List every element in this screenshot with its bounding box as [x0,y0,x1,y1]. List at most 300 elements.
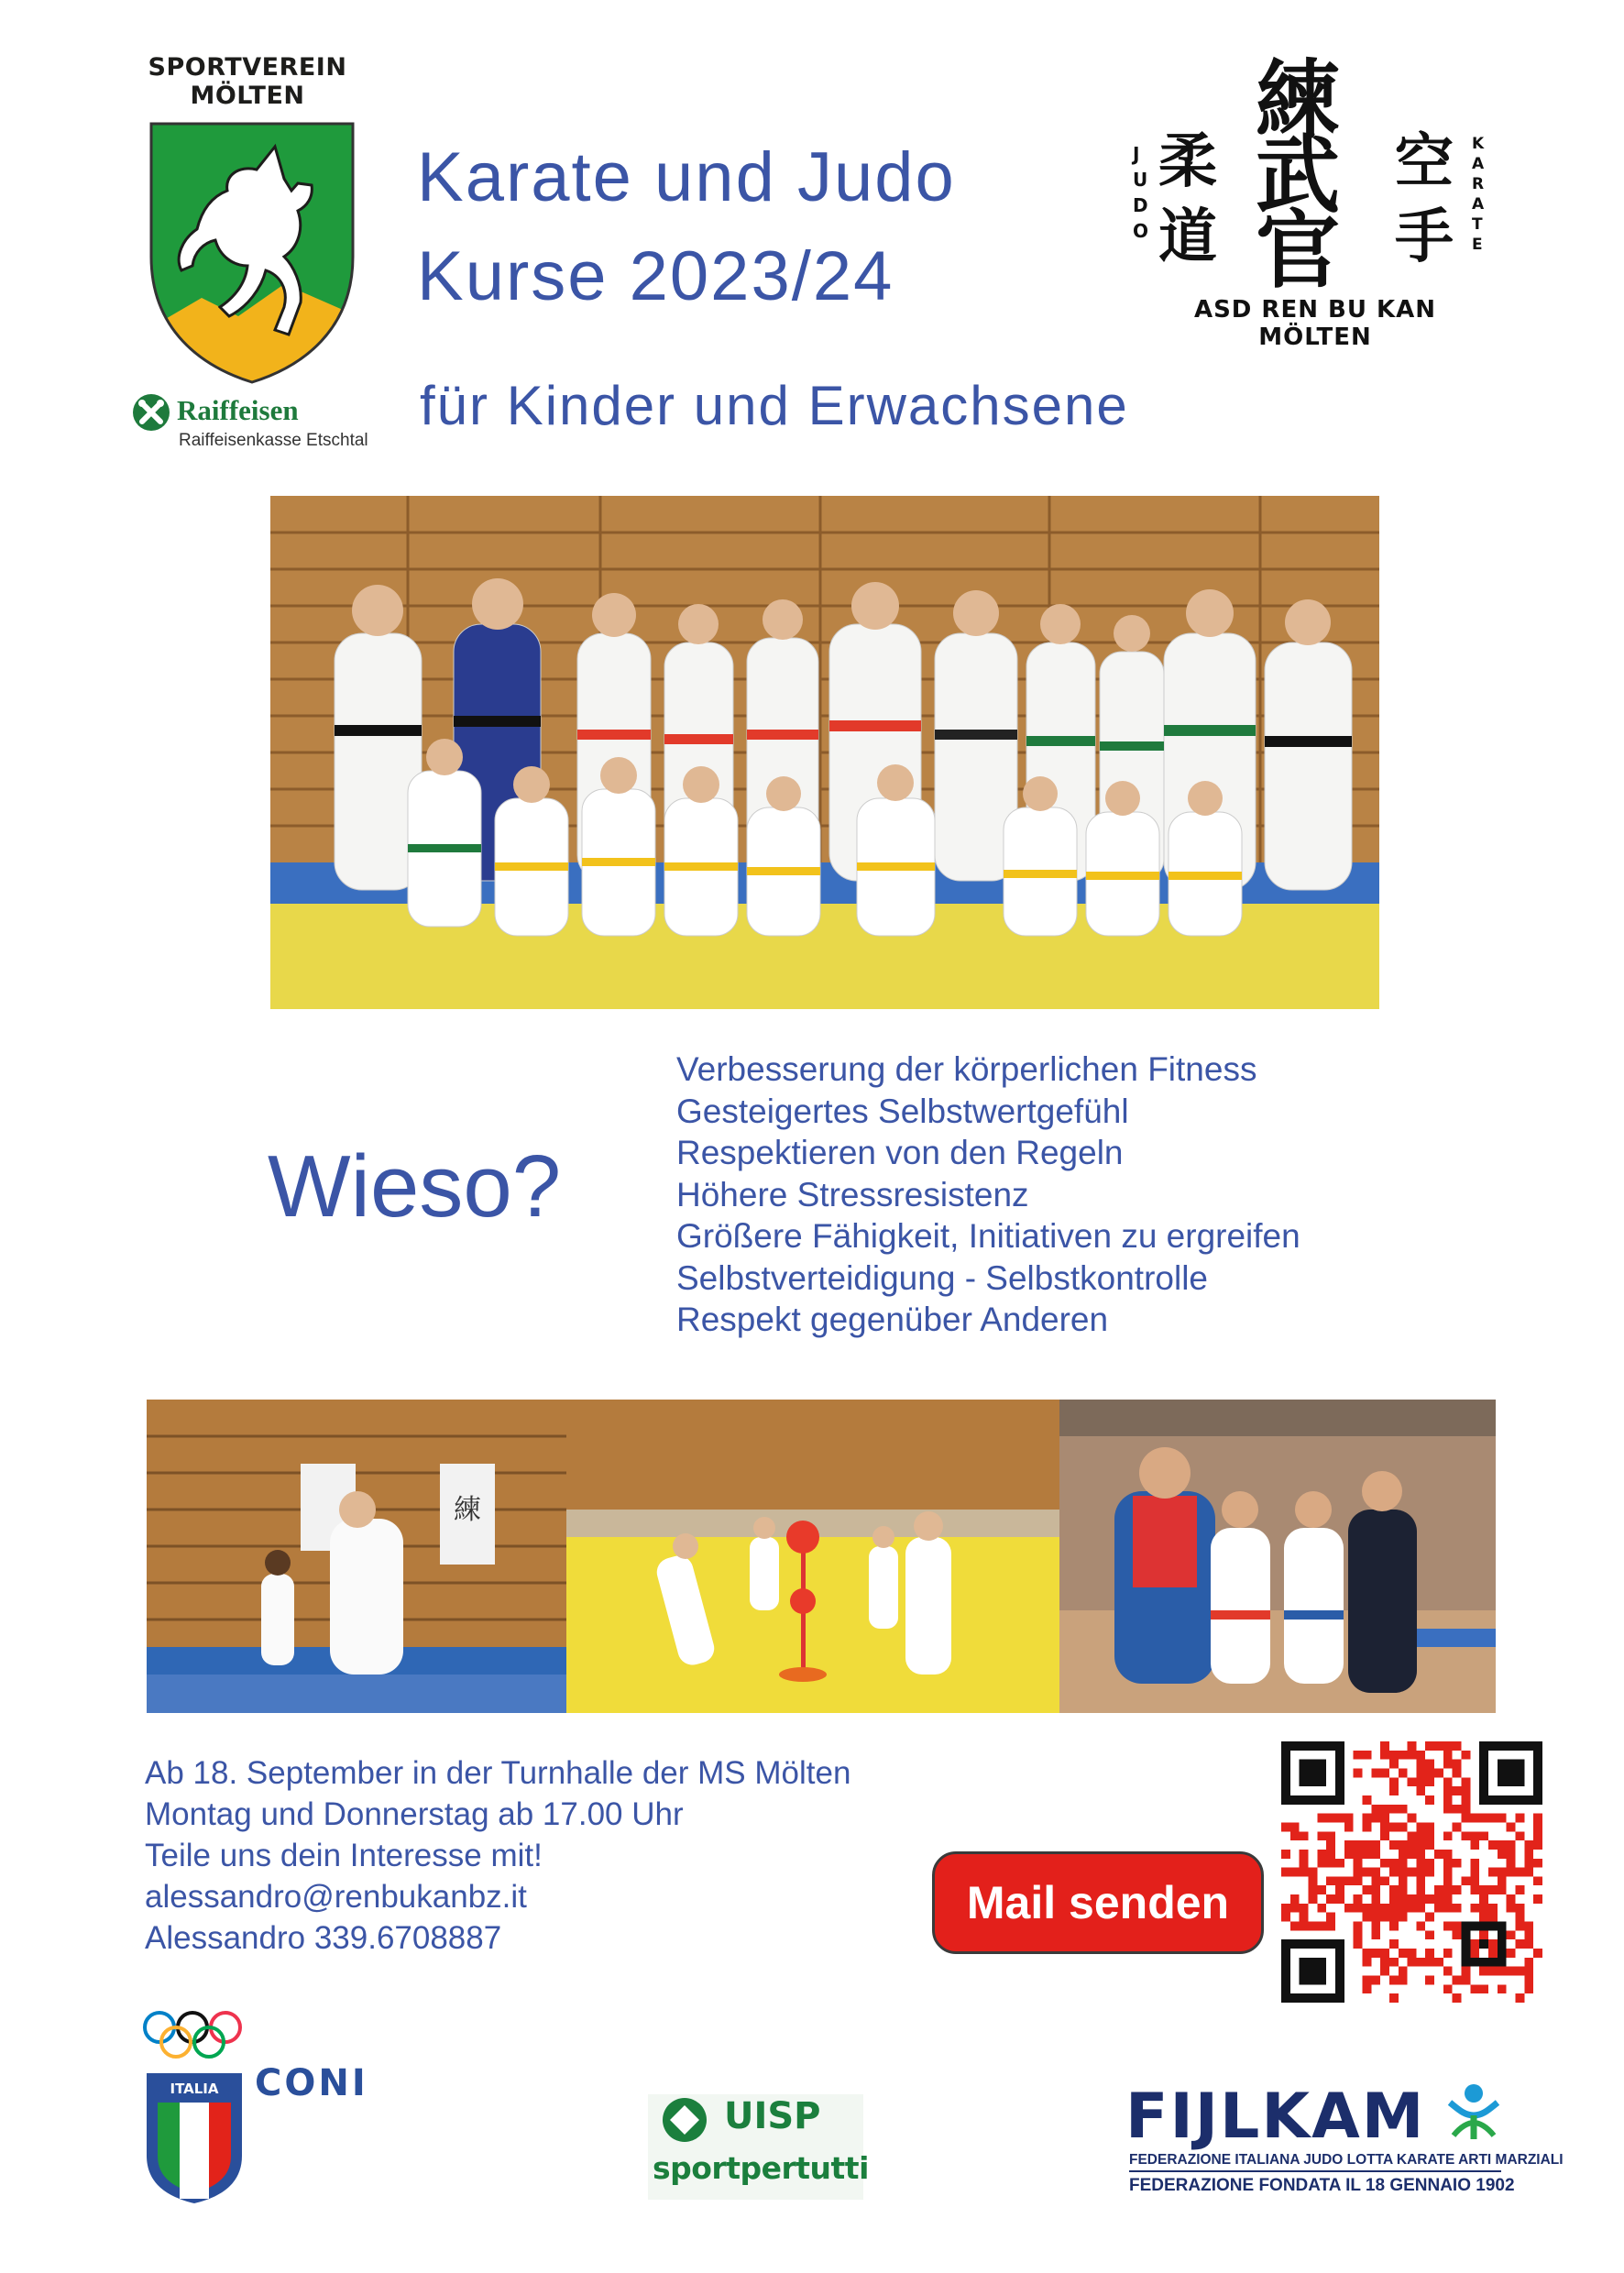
qr-module [1470,1814,1479,1823]
qr-module [1524,1868,1533,1877]
qr-module [1498,1850,1507,1859]
qr-module [1317,1922,1326,1931]
qr-module [1281,1904,1290,1913]
qr-module [1408,1868,1417,1877]
qr-module [1416,1850,1425,1859]
qr-code[interactable] [1281,1741,1542,2003]
qr-module [1354,1768,1363,1777]
qr-module [1399,1805,1408,1814]
qr-module [1408,1949,1417,1958]
qr-module [1507,1868,1516,1877]
qr-module [1416,1751,1425,1760]
fijlkam-divider [1129,2170,1501,2172]
qr-module [1453,1741,1462,1751]
qr-module [1507,1894,1516,1904]
qr-module [1434,1958,1443,1967]
qr-module [1470,1859,1479,1868]
qr-module [1416,1876,1425,1885]
qr-module [1281,1822,1290,1831]
qr-module [1416,1859,1425,1868]
qr-module [1326,1859,1335,1868]
qr-module [1362,1822,1371,1831]
qr-module [1524,1930,1533,1939]
qr-module [1354,1751,1363,1760]
qr-module [1371,1868,1380,1877]
qr-module [1425,1777,1434,1786]
qr-module [1380,1876,1389,1885]
kanji-karate: 空手 [1395,127,1454,271]
qr-module [1371,1904,1380,1913]
qr-module [1533,1894,1542,1904]
qr-module [1498,1868,1507,1877]
qr-module [1399,1949,1408,1958]
qr-module [1362,1984,1371,1993]
qr-module [1389,1859,1399,1868]
qr-module [1380,1958,1389,1967]
qr-module [1507,1859,1516,1868]
qr-module [1462,1967,1471,1976]
qr-module [1399,1822,1408,1831]
qr-module [1362,1949,1371,1958]
qr-module [1425,1868,1434,1877]
qr-module [1453,1976,1462,1985]
qr-module [1300,1850,1309,1859]
sponsor-subtitle: Raiffeisenkasse Etschtal [179,431,368,450]
qr-module [1399,1751,1408,1760]
qr-module [1399,1885,1408,1894]
qr-module [1326,1850,1335,1859]
qr-module [1479,1894,1488,1904]
qr-module [1425,1741,1434,1751]
qr-module [1362,1885,1371,1894]
qr-module [1290,1831,1300,1840]
qr-module [1408,1777,1417,1786]
qr-module [1434,1850,1443,1859]
qr-module [1290,1822,1300,1831]
fijlkam-emblem-icon [1446,2082,1501,2141]
qr-module [1389,1840,1399,1850]
qr-module [1434,1885,1443,1894]
qr-module [1470,1885,1479,1894]
qr-module [1371,1840,1380,1850]
uisp-label: UISP [724,2095,821,2137]
qr-module [1479,1904,1488,1913]
qr-module [1408,1840,1417,1850]
qr-module [1300,1859,1309,1868]
qr-module [1380,1913,1389,1922]
qr-module [1354,1922,1363,1931]
qr-module [1533,1840,1542,1850]
fijlkam-subtitle: FEDERAZIONE ITALIANA JUDO LOTTA KARATE ARTI MARZIALI [1129,2152,1564,2168]
qr-module [1354,1939,1363,1949]
qr-module [1317,1904,1326,1913]
qr-module [1488,1904,1498,1913]
kanji-renbukan: 練武官 [1256,50,1341,300]
qr-module [1354,1840,1363,1850]
qr-module [1425,1768,1434,1777]
qr-module [1425,1913,1434,1922]
qr-module [1524,1939,1533,1949]
qr-module [1533,1859,1542,1868]
qr-module [1326,1831,1335,1840]
qr-module [1399,1894,1408,1904]
qr-module [1453,1885,1462,1894]
qr-module [1389,1913,1399,1922]
qr-module [1380,1831,1389,1840]
qr-module [1443,1859,1453,1868]
qr-module [1308,1868,1317,1877]
qr-module [1470,1876,1479,1885]
qr-module [1344,1904,1354,1913]
qr-module [1362,1958,1371,1967]
qr-module [1507,1949,1516,1958]
qr-module [1389,1993,1399,2003]
qr-module [1389,1885,1399,1894]
qr-module [1380,1814,1389,1823]
qr-module [1408,1894,1417,1904]
qr-module [1462,1831,1471,1840]
qr-module [1362,1795,1371,1805]
qr-module [1507,1967,1516,1976]
qr-module [1389,1805,1399,1814]
qr-module [1498,1840,1507,1850]
qr-module [1434,1904,1443,1913]
qr-module [1354,1868,1363,1877]
qr-module [1434,1768,1443,1777]
qr-module [1524,1850,1533,1859]
qr-module [1416,1894,1425,1904]
qr-module [1408,1958,1417,1967]
qr-module [1399,1904,1408,1913]
qr-module [1425,1831,1434,1840]
dojo-caption: ASD REN BU KAN MÖLTEN [1193,296,1437,351]
qr-module [1453,1930,1462,1939]
qr-module [1344,1840,1354,1850]
qr-module [1453,1822,1462,1831]
qr-module [1462,1976,1471,1985]
benefit-item: Respektieren von den Regeln [676,1134,1124,1171]
qr-module [1462,1876,1471,1885]
benefit-item: Höhere Stressresistenz [676,1175,1029,1213]
qr-module [1470,1949,1479,1958]
qr-module [1470,1904,1479,1913]
send-mail-button[interactable]: Mail senden [932,1851,1264,1954]
qr-module [1354,1930,1363,1939]
fijlkam-founded: FEDERAZIONE FONDATA IL 18 GENNAIO 1902 [1129,2176,1515,2195]
qr-module [1453,1993,1462,2003]
qr-module [1389,1760,1399,1769]
qr-module [1300,1913,1309,1922]
qr-module [1488,1840,1498,1850]
qr-module [1507,1822,1516,1831]
course-info [145,1752,850,1959]
qr-module [1443,1805,1453,1814]
qr-module [1290,1868,1300,1877]
qr-module [1443,1904,1453,1913]
qr-module [1389,1868,1399,1877]
qr-module [1479,1913,1488,1922]
qr-module [1479,1831,1488,1840]
qr-module [1281,1850,1290,1859]
qr-module [1354,1859,1363,1868]
qr-module [1362,1913,1371,1922]
qr-module [1416,1868,1425,1877]
qr-module [1516,1939,1525,1949]
qr-module [1344,1814,1354,1823]
qr-module [1380,1822,1389,1831]
qr-module [1416,1777,1425,1786]
qr-module [1371,1930,1380,1939]
qr-module [1488,1949,1498,1958]
qr-module [1488,1939,1498,1949]
qr-module [1344,1876,1354,1885]
qr-module [1425,1930,1434,1939]
qr-module [1453,1805,1462,1814]
qr-module [1488,1814,1498,1823]
qr-module [1335,1859,1344,1868]
qr-module [1317,1859,1326,1868]
qr-module [1498,1885,1507,1894]
qr-module [1443,1741,1453,1751]
qr-module [1371,1885,1380,1894]
qr-module [1516,1868,1525,1877]
qr-module [1281,1913,1290,1922]
qr-module [1453,1922,1462,1931]
qr-module [1488,1885,1498,1894]
qr-module [1389,1922,1399,1931]
qr-module [1425,1958,1434,1967]
qr-alignment-marker [1462,1922,1507,1967]
qr-module [1462,1777,1471,1786]
qr-module [1380,1741,1389,1751]
info-call-to-action: Teile uns dein Interesse mit! [145,1838,543,1873]
qr-module [1524,1984,1533,1993]
qr-module [1354,1850,1363,1859]
qr-module [1462,1751,1471,1760]
title-line-2: Kurse 2023/24 [417,237,894,315]
qr-module [1399,1976,1408,1985]
qr-module [1317,1831,1326,1840]
qr-module [1408,1850,1417,1859]
qr-module [1408,1741,1417,1751]
qr-module [1443,1760,1453,1769]
qr-module [1425,1795,1434,1805]
qr-module [1362,1840,1371,1850]
benefit-item: Respekt gegenüber Anderen [676,1301,1109,1338]
qr-module [1462,1805,1471,1814]
qr-module [1488,1868,1498,1877]
kanji-judo: 柔道 [1158,127,1217,271]
qr-module [1290,1894,1300,1904]
qr-module [1443,1786,1453,1795]
qr-module [1389,1894,1399,1904]
svg-text:練: 練 [454,1494,481,1526]
qr-module [1443,1967,1453,1976]
qr-module [1354,1894,1363,1904]
qr-module [1498,1814,1507,1823]
qr-module [1443,1984,1453,1993]
qr-module [1498,1984,1507,1993]
qr-module [1516,1922,1525,1931]
qr-module [1371,1949,1380,1958]
qr-module [1300,1868,1309,1877]
qr-module [1371,1876,1380,1885]
qr-module [1524,1958,1533,1967]
qr-module [1443,1850,1453,1859]
qr-module [1399,1868,1408,1877]
qr-module [1344,1850,1354,1859]
qr-module [1380,1805,1389,1814]
qr-module [1362,1751,1371,1760]
qr-module [1533,1822,1542,1831]
qr-module [1326,1922,1335,1931]
qr-module [1434,1894,1443,1904]
qr-module [1434,1741,1443,1751]
qr-module [1533,1831,1542,1840]
qr-module [1380,1949,1389,1958]
training-photo-1 [147,1400,566,1713]
qr-module [1399,1850,1408,1859]
qr-module [1488,1967,1498,1976]
info-email-link[interactable]: alessandro@renbukanbz.it [145,1879,527,1915]
uisp-subtitle: sportpertutti [653,2150,869,2186]
qr-module [1425,1840,1434,1850]
qr-module [1389,1976,1399,1985]
qr-module [1416,1922,1425,1931]
karate-vertical-label: KARATE [1472,135,1485,254]
qr-module [1416,1831,1425,1840]
qr-module [1516,1904,1525,1913]
qr-module [1443,1831,1453,1840]
qr-module [1408,1751,1417,1760]
qr-module [1300,1922,1309,1931]
qr-module [1371,1814,1380,1823]
qr-module [1443,1868,1453,1877]
coni-logo [139,2009,378,2211]
qr-module [1380,1967,1389,1976]
training-photo-3 [1059,1400,1496,1713]
qr-module [1479,1967,1488,1976]
qr-module [1443,1949,1453,1958]
qr-module [1281,1868,1290,1877]
qr-module [1326,1876,1335,1885]
qr-module [1389,1939,1399,1949]
qr-module [1389,1786,1399,1795]
qr-module [1443,1922,1453,1931]
qr-module [1443,1894,1453,1904]
judo-vertical-label: JUDO [1133,143,1149,242]
club-name: SPORTVEREIN MÖLTEN [148,53,347,110]
club-shield-logo [147,119,357,385]
qr-module [1308,1922,1317,1931]
qr-module [1317,1885,1326,1894]
qr-module [1425,1949,1434,1958]
qr-module [1524,1922,1533,1931]
qr-module [1362,1868,1371,1877]
qr-module [1462,1814,1471,1823]
qr-module [1443,1876,1453,1885]
info-schedule: Montag und Donnerstag ab 17.00 Uhr [145,1796,684,1832]
qr-module [1371,1922,1380,1931]
qr-module [1399,1913,1408,1922]
qr-module [1308,1885,1317,1894]
title-line-1: Karate und Judo [417,138,956,216]
qr-module [1408,1831,1417,1840]
qr-module [1524,1976,1533,1985]
sponsor-name: Raiffeisen [177,394,299,426]
qr-module [1371,1913,1380,1922]
qr-module [1516,1885,1525,1894]
qr-module [1389,1822,1399,1831]
subtitle: für Kinder und Erwachsene [420,375,1129,436]
qr-module [1516,1967,1525,1976]
qr-module [1507,1850,1516,1859]
qr-module [1389,1958,1399,1967]
qr-module [1416,1786,1425,1795]
qr-module [1416,1840,1425,1850]
qr-module [1443,1751,1453,1760]
qr-module [1470,1939,1479,1949]
qr-module [1344,1822,1354,1831]
qr-module [1335,1814,1344,1823]
benefit-item: Größere Fähigkeit, Initiativen zu ergreifen [676,1217,1300,1255]
qr-module [1371,1805,1380,1814]
qr-module [1425,1760,1434,1769]
qr-module [1408,1814,1417,1823]
qr-module [1533,1814,1542,1823]
qr-module [1416,1822,1425,1831]
qr-module [1335,1894,1344,1904]
qr-module [1479,1984,1488,1993]
qr-module [1416,1885,1425,1894]
qr-module [1498,1967,1507,1976]
benefits-list [676,1049,1300,1341]
coni-shield-text: ITALIA [170,2081,219,2097]
qr-module [1300,1831,1309,1840]
qr-module [1462,1795,1471,1805]
qr-module [1516,1913,1525,1922]
qr-module [1470,1831,1479,1840]
benefit-item: Gesteigertes Selbstwertgefühl [676,1092,1129,1130]
qr-module [1416,1904,1425,1913]
qr-module [1335,1876,1344,1885]
qr-module [1507,1930,1516,1939]
qr-module [1488,1913,1498,1922]
benefit-item: Verbesserung der körperlichen Fitness [676,1050,1257,1088]
qr-module [1317,1850,1326,1859]
qr-module [1443,1795,1453,1805]
qr-module [1371,1850,1380,1859]
info-phone: Alessandro 339.6708887 [145,1920,502,1956]
qr-module [1533,1949,1542,1958]
qr-module [1507,1904,1516,1913]
qr-module [1533,1876,1542,1885]
qr-module [1300,1904,1309,1913]
qr-module [1408,1904,1417,1913]
qr-module [1453,1859,1462,1868]
group-photo [270,496,1379,1009]
qr-module [1308,1894,1317,1904]
qr-module [1516,1993,1525,2003]
qr-module [1399,1840,1408,1850]
qr-module [1470,1984,1479,1993]
qr-module [1399,1859,1408,1868]
qr-module [1453,1760,1462,1769]
qr-module [1479,1930,1488,1939]
qr-module [1371,1894,1380,1904]
qr-module [1524,1840,1533,1850]
qr-module [1317,1814,1326,1823]
